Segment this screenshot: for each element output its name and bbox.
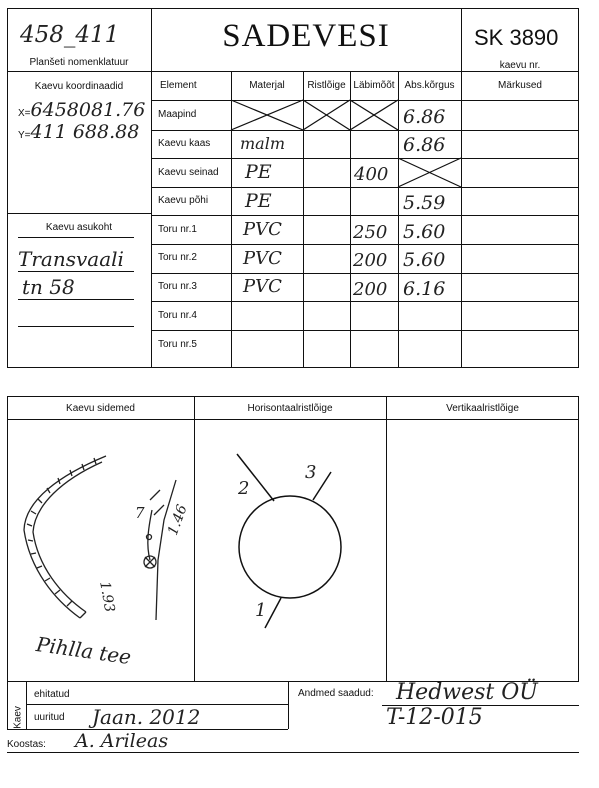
- cell-materjal: PE: [245, 161, 272, 183]
- dist-2: 1.93: [96, 580, 118, 614]
- th-markused: Märkused: [498, 80, 542, 91]
- location-line1: Transvaali: [18, 247, 124, 271]
- street-label: Pihlla tee: [34, 632, 133, 670]
- coord-x-value: 6458081.76: [30, 99, 146, 121]
- th-labimoot: Läbimõõt: [353, 80, 395, 91]
- well-number: SK 3890: [474, 25, 559, 50]
- compiled-label: Koostas:: [7, 739, 46, 750]
- cell-labimoot: 200: [353, 279, 388, 300]
- svg-text:7: 7: [135, 504, 145, 522]
- surveyed-value: Jaan. 2012: [92, 705, 201, 729]
- row-element: Toru nr.2: [158, 252, 197, 263]
- coord-y: [18, 121, 139, 144]
- sheet-number: 458_411: [20, 22, 120, 48]
- cell-abs: 5.60: [403, 221, 446, 243]
- row-element: Maapind: [158, 109, 197, 120]
- well-label: kaevu nr.: [499, 60, 541, 71]
- location-line2: tn 58: [22, 275, 75, 299]
- cell-abs: 5.59: [403, 192, 446, 214]
- horizontal-title: Horisontaalristlõige: [247, 403, 333, 414]
- cell-abs: 5.60: [403, 249, 446, 271]
- pipe-label-1: 1: [255, 600, 267, 621]
- vertical-title: Vertikaalristlõige: [446, 403, 519, 414]
- coord-y-value: 411 688.88: [30, 121, 140, 143]
- cell-labimoot: 250: [353, 222, 388, 243]
- cell-materjal: PVC: [243, 248, 282, 269]
- row-element: Toru nr.4: [158, 310, 197, 321]
- row-element: Kaevu seinad: [158, 167, 219, 178]
- cell-labimoot: 400: [354, 164, 389, 185]
- data-from-value: Hedwest OÜ: [396, 680, 538, 705]
- th-abs: Abs.kõrgus: [404, 80, 455, 91]
- surveyed-label: uuritud: [34, 712, 65, 723]
- coord-y-prefix: Y=: [18, 130, 31, 141]
- built-label: ehitatud: [34, 689, 70, 700]
- cell-abs: 6.86: [403, 106, 446, 128]
- cell-abs: 6.16: [403, 278, 446, 300]
- row-element: Kaevu põhi: [158, 195, 209, 206]
- connections-title: Kaevu sidemed: [66, 403, 135, 414]
- cell-materjal: PE: [245, 190, 272, 212]
- cell-materjal: PVC: [243, 219, 282, 240]
- row-element: Toru nr.1: [158, 224, 197, 235]
- compiled-value: A. Arileas: [75, 730, 169, 752]
- cell-labimoot: 200: [353, 250, 388, 271]
- sheet-label: Planšeti nomenklatuur: [29, 57, 129, 68]
- page-title: SADEVESI: [222, 18, 390, 54]
- th-ristloige: Ristlõige: [307, 80, 346, 91]
- coordinates-label: Kaevu koordinaadid: [34, 81, 124, 92]
- coord-x-prefix: X=: [18, 108, 31, 119]
- row-element: Toru nr.5: [158, 339, 197, 350]
- location-label: Kaevu asukoht: [45, 222, 113, 233]
- cell-abs: 6.86: [403, 134, 446, 156]
- th-materjal: Materjal: [249, 80, 285, 91]
- coord-x: [18, 99, 145, 122]
- th-element: Element: [160, 80, 197, 91]
- pipe-label-2: 2: [238, 478, 250, 499]
- well-footer-label: Kaev: [12, 706, 24, 729]
- row-element: Toru nr.3: [158, 281, 197, 292]
- cell-materjal: PVC: [243, 276, 282, 297]
- pipe-label-3: 3: [305, 462, 317, 483]
- dist-1: 1.46: [165, 502, 191, 538]
- data-ref: T-12-015: [386, 705, 483, 730]
- data-from-label: Andmed saadud:: [298, 688, 374, 699]
- cell-materjal: malm: [240, 134, 285, 153]
- row-element: Kaevu kaas: [158, 138, 211, 149]
